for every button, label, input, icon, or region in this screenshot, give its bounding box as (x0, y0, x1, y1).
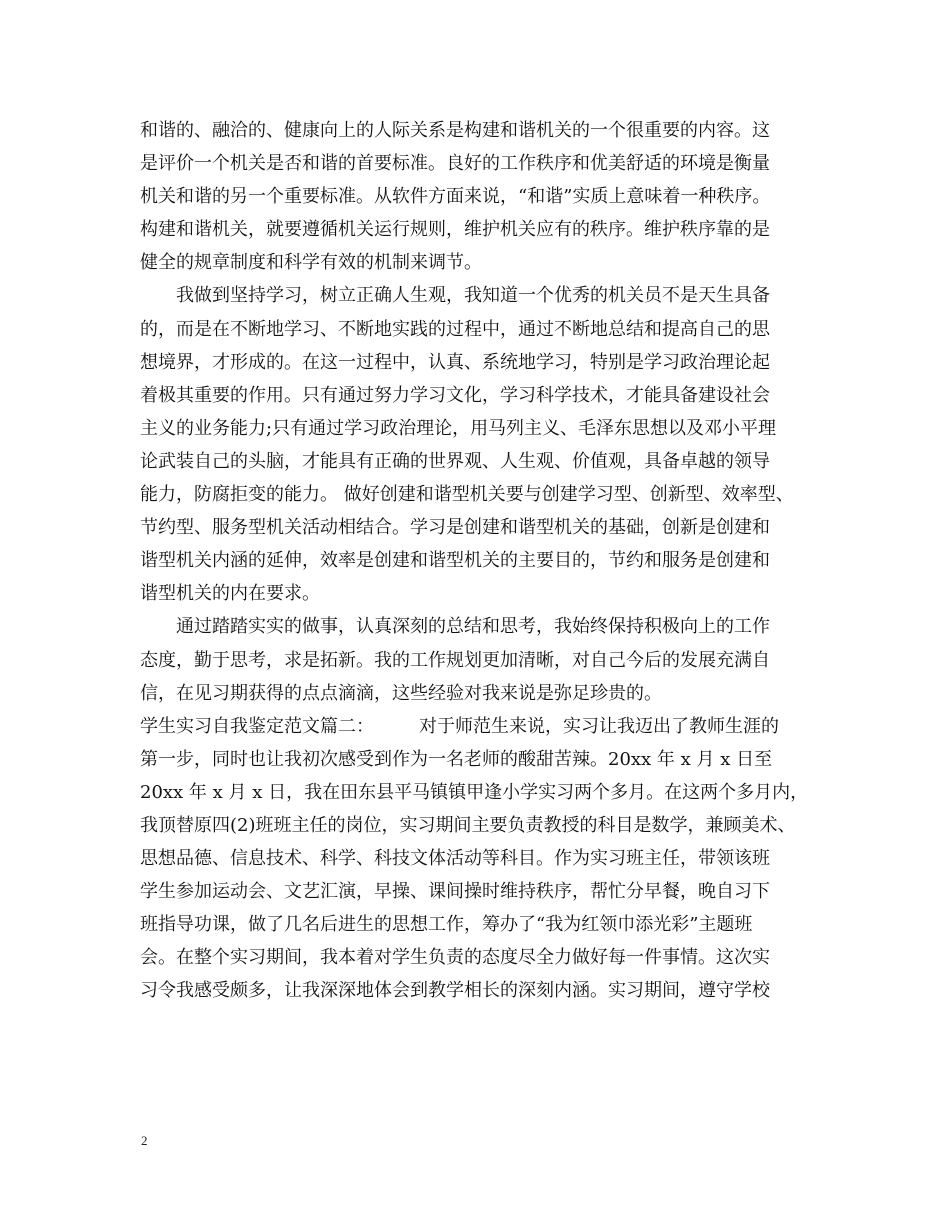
text-line: 健全的规章制度和科学有效的机制来调节。 (140, 252, 482, 274)
text-line: 是评价一个机关是否和谐的首要标准。良好的工作秩序和优美舒适的环境是衡量 (140, 153, 770, 175)
text-line: 学生实习自我鉴定范文篇二： 对于师范生来说，实习让我迈出了教师生涯的 (140, 715, 779, 737)
text-line: 主义的业务能力;只有通过学习政治理论，用马列主义、毛泽东思想以及邓小平理 (140, 417, 777, 439)
text-line: 构建和谐机关，就要遵循机关运行规则，维护机关应有的秩序。维护秩序靠的是 (140, 219, 770, 241)
paragraph-sample-two (140, 710, 830, 1008)
paragraph-persist-learning (140, 279, 830, 610)
text-line: 学生参加运动会、文艺汇演，早操、课间操时维持秩序，帮忙分早餐，晚自习下 (140, 881, 770, 903)
text-line: 我做到坚持学习，树立正确人生观，我知道一个优秀的机关员不是天生具备 (140, 285, 770, 307)
text-line: 第一步，同时也让我初次感受到作为一名老师的酸甜苦辣。20xx 年 x 月 x 日至 (140, 748, 773, 770)
text-line: 会。在整个实习期间，我本着对学生负责的态度尽全力做好每一件事情。这次实 (140, 947, 770, 969)
page-number: 2 (141, 1133, 148, 1148)
text-line: 着极其重要的作用。只有通过努力学习文化，学习科学技术，才能具备建设社会 (140, 384, 770, 406)
text-line: 态度，勤于思考，求是拓新。我的工作规划更加清晰，对自己今后的发展充满自 (140, 649, 770, 671)
text-line: 和谐的、融洽的、健康向上的人际关系是构建和谐机关的一个很重要的内容。这 (140, 120, 770, 141)
text-line: 通过踏踏实实的做事，认真深刻的总结和思考，我始终保持积极向上的工作 (140, 616, 770, 638)
text-line: 论武装自己的头脑，才能具有正确的世界观、人生观、价值观，具备卓越的领导 (140, 450, 770, 472)
text-line: 我顶替原四(2)班班主任的岗位，实习期间主要负责教授的科目是数学，兼顾美术、 (140, 814, 796, 836)
text-line: 信，在见习期获得的点点滴滴，这些经验对我来说是弥足珍贵的。 (140, 682, 662, 704)
document-body (140, 114, 830, 1008)
text-line: 的，而是在不断地学习、不断地实践的过程中，通过不断地总结和提高自己的思 (140, 318, 770, 340)
text-line: 习令我感受颇多，让我深深地体会到教学相长的深刻内涵。实习期间，遵守学校 (140, 980, 770, 1002)
text-line: 思想品德、信息技术、科学、科技文体活动等科目。作为实习班主任，带领该班 (140, 848, 770, 870)
text-line: 机关和谐的另一个重要标准。从软件方面来说，“和谐”实质上意味着一种秩序。 (140, 186, 771, 208)
text-line: 能力，防腐拒变的能力。 做好创建和谐型机关要与创建学习型、创新型、效率型、 (140, 484, 794, 506)
text-line: 节约型、服务型机关活动相结合。学习是创建和谐型机关的基础，创新是创建和 (140, 517, 770, 539)
text-line: 谐型机关的内在要求。 (140, 583, 320, 605)
paragraph-work-attitude (140, 610, 830, 709)
text-line: 20xx 年 x 月 x 日，我在田东县平马镇镇甲逢小学实习两个多月。在这两个多月内， (140, 781, 809, 803)
text-line: 班指导功课，做了几名后进生的思想工作，筹办了“我为红领巾添光彩”主题班 (140, 914, 753, 936)
paragraph-harmonious-relations (140, 114, 830, 279)
text-line: 想境界，才形成的。在这一过程中，认真、系统地学习，特别是学习政治理论起 (140, 351, 770, 373)
text-line: 谐型机关内涵的延伸，效率是创建和谐型机关的主要目的，节约和服务是创建和 (140, 550, 770, 572)
